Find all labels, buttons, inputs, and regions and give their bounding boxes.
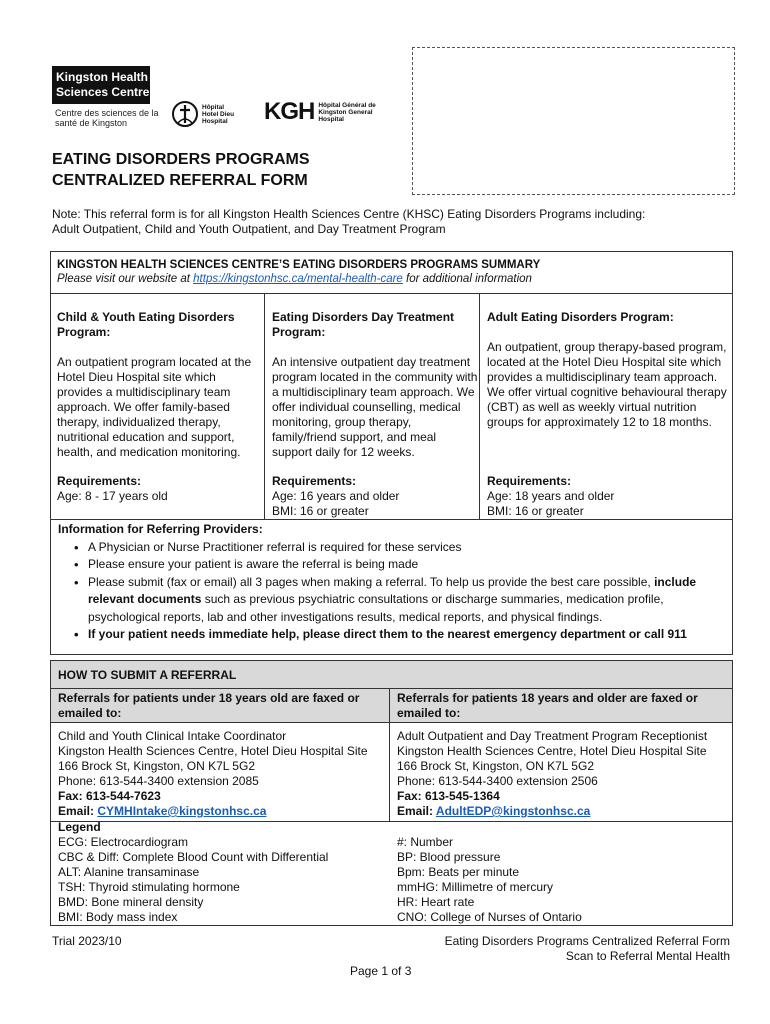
contact-email-row [397, 804, 729, 819]
info-item: • Please ensure your patient is aware the referral is being made [72, 556, 728, 574]
contact-line: Kingston Health Sciences Centre, Hotel Dieu Hospital Site [58, 744, 368, 758]
contact-line: Child and Youth Clinical Intake Coordinator [58, 729, 287, 743]
program-description: An outpatient program located at the Hotel Dieu Hospital site which provides a multidisciplinary team approach. We offer family-based therapy, individualized therapy, nutritional education and support, health, and medication monitoring. [57, 355, 252, 459]
hotel-dieu-en: Hotel Dieu Hospital [202, 110, 235, 125]
requirement-line: Age: 16 years and older [272, 489, 400, 503]
contact-fax: Fax: 613-545-1364 [397, 789, 500, 803]
patient-label-box [412, 47, 735, 195]
legend-item: BP: Blood pressure [397, 850, 501, 864]
divider [50, 293, 733, 294]
info-item [72, 574, 728, 627]
requirement-line: BMI: 16 or greater [272, 504, 369, 518]
program-child-youth [57, 310, 257, 460]
legend-item: mmHG: Millimetre of mercury [397, 880, 554, 894]
under18-email-link[interactable]: CYMHIntake@kingstonhsc.ca [97, 804, 267, 818]
divider [479, 293, 480, 519]
kgh-logo [264, 99, 382, 125]
legend-right [397, 835, 727, 925]
under18-header: Referrals for patients under 18 years old are faxed or emailed to: [58, 691, 360, 720]
kgh-en: Kingston General Hospital [318, 108, 373, 123]
info-item: • A Physician or Nurse Practitioner referral is required for these services [72, 539, 728, 557]
requirements-day-treatment [272, 474, 478, 519]
contact-phone: Phone: 613-544-3400 extension 2506 [397, 774, 598, 788]
contact-phone: Phone: 613-544-3400 extension 2085 [58, 774, 259, 788]
contact-fax: Fax: 613-544-7623 [58, 789, 161, 803]
visit-prefix: Please visit our website at [57, 273, 194, 285]
note [52, 207, 732, 237]
requirements-label: Requirements: [272, 474, 357, 488]
visit-suffix: for additional information [402, 273, 532, 285]
legend-item: BMI: Body mass index [58, 910, 178, 924]
info-list [58, 539, 728, 644]
legend-item: CBC & Diff: Complete Blood Count with Differential [58, 850, 329, 864]
khsc-logo [52, 66, 150, 104]
note-line2: Adult Outpatient, Child and Youth Outpatient, and Day Treatment Program [52, 222, 446, 236]
info-item-emergency: • If your patient needs immediate help, please direct them to the nearest emergency department or call 911 [72, 626, 728, 644]
hotel-dieu-emblem-icon [172, 99, 198, 129]
footer-version: Trial 2023/10 [52, 934, 122, 948]
requirements-label: Requirements: [57, 474, 142, 488]
info-heading: Information for Referring Providers: [58, 522, 263, 536]
hotel-dieu-fr: Hôpital [202, 103, 225, 111]
contact-line: 166 Brock St, Kingston, ON K7L 5G2 [58, 759, 255, 773]
over18-email-link[interactable]: AdultEDP@kingstonhsc.ca [435, 804, 591, 818]
over18-contact [397, 729, 729, 819]
legend-item: ECG: Electrocardiogram [58, 835, 189, 849]
footer-form-info [445, 934, 730, 964]
requirements-child-youth [57, 474, 257, 504]
form-title-line1: EATING DISORDERS PROGRAMS [52, 151, 310, 168]
info-item-text: Please submit (fax or email) all 3 pages when making a referral. To help us provide the best care possible, [88, 574, 655, 589]
summary-header [57, 258, 727, 286]
divider [264, 293, 265, 519]
legend-item: Bpm: Beats per minute [397, 865, 520, 879]
footer-form-name: Eating Disorders Programs Centralized Referral Form [444, 934, 730, 948]
program-day-treatment [272, 310, 478, 460]
email-label: Email: [58, 804, 98, 818]
form-title-line2: CENTRALIZED REFERRAL FORM [52, 172, 308, 189]
over18-header: Referrals for patients 18 years and older are faxed or emailed to: [397, 691, 698, 720]
hotel-dieu-logo [172, 99, 236, 129]
contact-email-row [58, 804, 388, 819]
referral-heading: HOW TO SUBMIT A REFERRAL [58, 668, 237, 682]
legend-heading: Legend [58, 820, 101, 834]
requirements-label: Requirements: [487, 474, 572, 488]
program-name: Eating Disorders Day Treatment Program: [272, 310, 455, 339]
kgh-mark: KGH [264, 98, 315, 125]
legend-item: TSH: Thyroid stimulating hormone [58, 880, 240, 894]
requirement-line: BMI: 16 or greater [487, 504, 584, 518]
email-label: Email: [397, 804, 436, 818]
divider [50, 722, 733, 723]
program-description: An outpatient, group therapy-based program, located at the Hotel Dieu Hospital site which provides a multidisciplinary team approach. We offer virtual cognitive behavioural therapy (CBT) as well as weekly virtual nutrition groups for approximately 12 to 18 months. [487, 340, 727, 429]
requirement-line: Age: 8 - 17 years old [57, 489, 168, 503]
legend-item: CNO: College of Nurses of Ontario [397, 910, 582, 924]
contact-line: 166 Brock St, Kingston, ON K7L 5G2 [397, 759, 594, 773]
referring-providers-info [58, 521, 728, 644]
form-title [52, 149, 392, 191]
khsc-logo-text: Kingston Health Sciences Centre [56, 70, 150, 99]
info-item-emphasis: include relevant documents [88, 574, 697, 606]
legend-item: ALT: Alanine transaminase [58, 865, 200, 879]
note-line1: Note: This referral form is for all Kingston Health Sciences Centre (KHSC) Eating Disorders Programs including: [52, 207, 646, 221]
info-item-text: such as previous psychiatric consultations or discharge summaries, medication profile, psychological reports, lab and other investigations results, medical reports, and physical findings. [88, 592, 664, 624]
divider [389, 688, 390, 821]
program-adult [487, 310, 727, 430]
legend-item: HR: Heart rate [397, 895, 475, 909]
program-description: An intensive outpatient day treatment program located in the community with a multidisciplinary team approach. We offer individual counselling, medical monitoring, group therapy, family/friend support, and meal support daily for 12 weeks. [272, 355, 478, 459]
website-link[interactable]: https://kingstonhsc.ca/mental-health-care [193, 273, 403, 285]
page-number: Page 1 of 3 [350, 964, 412, 978]
summary-heading: KINGSTON HEALTH SCIENCES CENTRE’S EATING DISORDERS PROGRAMS SUMMARY [57, 259, 541, 271]
legend-item: #: Number [397, 835, 454, 849]
program-name: Adult Eating Disorders Program: [487, 310, 674, 324]
under18-contact [58, 729, 388, 819]
divider [50, 519, 733, 520]
requirements-adult [487, 474, 727, 519]
contact-line: Adult Outpatient and Day Treatment Program Receptionist [397, 729, 708, 743]
summary-visit [57, 272, 727, 286]
kgh-fr: Hôpital Général de [318, 101, 376, 109]
program-name: Child & Youth Eating Disorders Program: [57, 310, 235, 339]
legend-left [58, 820, 388, 925]
khsc-french-name: Centre des sciences de la santé de Kingston [55, 108, 159, 128]
requirement-line: Age: 18 years and older [487, 489, 615, 503]
footer-scan: Scan to Referral Mental Health [565, 949, 730, 963]
legend-item: BMD: Bone mineral density [58, 895, 204, 909]
contact-line: Kingston Health Sciences Centre, Hotel Dieu Hospital Site [397, 744, 707, 758]
